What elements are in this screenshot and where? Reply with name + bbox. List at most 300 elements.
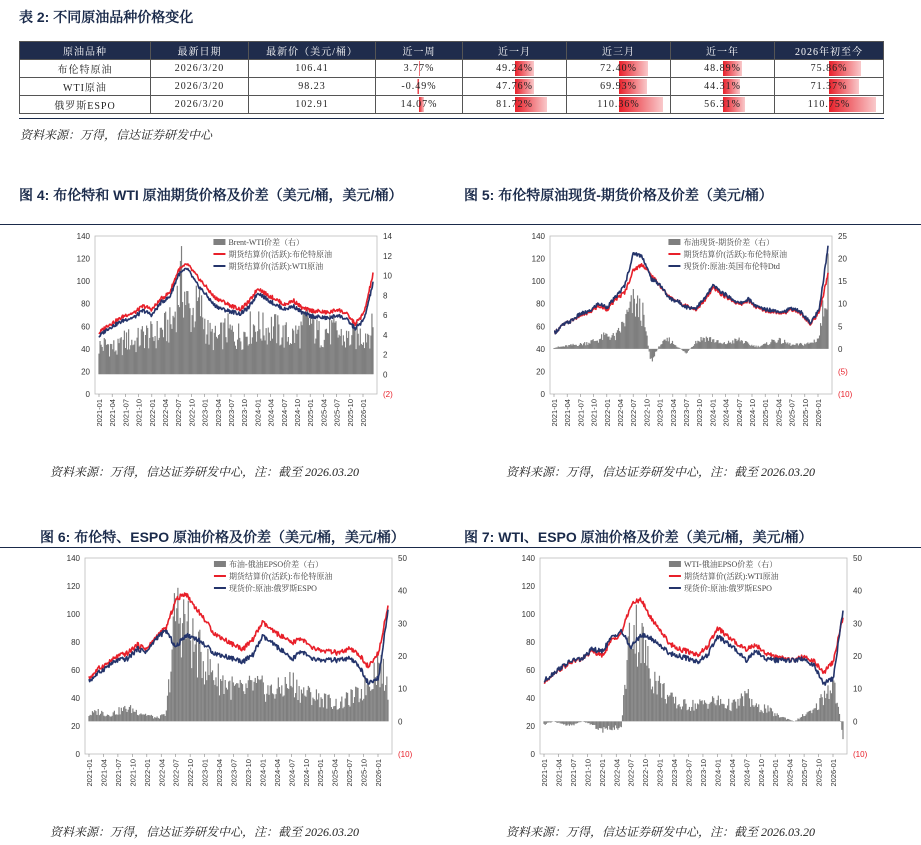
spread-bar (784, 340, 785, 349)
spread-bar (625, 314, 626, 349)
spread-bar (255, 332, 256, 374)
spread-bar (796, 343, 797, 348)
spread-bar (825, 698, 826, 721)
spread-bar (270, 686, 271, 722)
price-cell (249, 96, 376, 114)
spread-bar (221, 681, 222, 721)
x-tick-label: 2024-04 (266, 399, 276, 427)
spread-bar (306, 315, 307, 374)
spread-bar (682, 706, 683, 721)
spread-bar (614, 336, 615, 349)
spread-bar (138, 715, 139, 721)
spread-bar (262, 676, 263, 722)
spread-bar (588, 721, 589, 723)
spread-bar (314, 699, 315, 721)
spread-bar (635, 317, 636, 349)
spread-bar (583, 343, 584, 348)
spread-bar (177, 588, 178, 722)
spread-bar (575, 345, 576, 349)
spread-bar (680, 707, 681, 722)
spread-bar (752, 346, 753, 349)
spread-bar (683, 699, 684, 721)
spread-bar (735, 702, 736, 722)
spread-bar (576, 345, 577, 349)
spread-bar (124, 331, 125, 375)
spread-bar (755, 346, 756, 349)
spread-bar (326, 329, 327, 374)
spread-bar (749, 698, 750, 721)
spread-bar (713, 698, 714, 722)
spread-bar (257, 676, 258, 721)
spread-bar (644, 663, 645, 721)
spread-bar (788, 344, 789, 348)
spread-bar (175, 621, 176, 721)
spread-bar (109, 716, 110, 721)
spread-bar (297, 330, 298, 375)
spread-bar (335, 699, 336, 722)
x-tick-label: 2021-07 (568, 759, 578, 787)
spread-bar (131, 713, 132, 721)
spread-bar (383, 659, 384, 722)
spread-bar (98, 354, 99, 375)
spread-bar (570, 344, 571, 349)
spread-bar (732, 703, 733, 722)
spread-bar (195, 321, 196, 374)
spread-bar (323, 347, 324, 374)
spread-bar (206, 680, 207, 721)
spread-bar (743, 706, 744, 721)
spread-bar (597, 341, 598, 349)
spread-bar (148, 715, 149, 721)
spread-bar (820, 694, 821, 721)
x-tick-label: 2025-07 (332, 399, 342, 427)
spread-bar (769, 711, 770, 721)
x-tick-label: 2022-10 (641, 759, 651, 787)
spread-bar (300, 703, 301, 722)
spread-bar (581, 344, 582, 349)
spread-bar (150, 716, 151, 722)
spread-bar (728, 699, 729, 722)
spread-bar (155, 718, 156, 722)
spread-bar (232, 326, 233, 375)
spread-bar (151, 324, 152, 374)
spread-bar (714, 343, 715, 349)
spread-bar (153, 341, 154, 374)
spread-bar (585, 721, 586, 722)
spread-bar (624, 326, 625, 349)
spread-bar (790, 346, 791, 349)
legend-label: 期货结算价(活跃):WTI原油 (683, 572, 779, 581)
spread-bar (369, 349, 370, 375)
spread-bar (826, 694, 827, 722)
spread-bar (114, 352, 115, 375)
spread-bar (225, 337, 226, 374)
spread-bar (226, 342, 227, 374)
spread-bar (281, 337, 282, 374)
right-tick-label: 0 (853, 717, 858, 727)
right-tick-label: 8 (383, 291, 388, 301)
spread-bar (223, 323, 224, 375)
table-row (20, 60, 884, 78)
x-tick-label: 2023-07 (684, 759, 694, 787)
spread-bar (717, 700, 718, 721)
change-cell (463, 78, 567, 96)
spread-bar (572, 344, 573, 349)
spread-bar (370, 336, 371, 375)
spread-bar (135, 352, 136, 374)
spread-bar (802, 345, 803, 349)
spread-bar (768, 345, 769, 349)
spread-bar (629, 308, 630, 349)
left-tick-label: 60 (536, 322, 545, 332)
spread-bar (757, 347, 758, 348)
spread-bar (164, 313, 165, 374)
spread-bar (350, 345, 351, 375)
spread-bar (220, 679, 221, 721)
spread-bar (345, 347, 346, 374)
spread-bar (630, 645, 631, 721)
spread-bar (662, 684, 663, 721)
spread-bar (363, 342, 364, 374)
change-cell-text: 110.75% (807, 99, 851, 110)
price-cell-text: 98.23 (298, 81, 326, 92)
right-tick-label: 25 (838, 232, 847, 241)
spread-bar (359, 345, 360, 374)
spread-bar (574, 345, 575, 349)
spread-bar (331, 320, 332, 374)
spread-bar (794, 345, 795, 349)
spread-bar (263, 335, 264, 374)
legend-label: 现货价:原油:俄罗斯ESPO (683, 584, 772, 593)
spread-bar (722, 344, 723, 349)
spread-bar (567, 347, 568, 349)
spread-bar (140, 713, 141, 721)
spread-bar (364, 675, 365, 721)
spread-bar (810, 711, 811, 722)
x-tick-label: 2022-04 (616, 399, 625, 427)
spread-bar (664, 339, 665, 348)
spread-bar (622, 322, 623, 349)
spread-bar (607, 337, 608, 349)
spread-bar (251, 680, 252, 721)
spread-bar (162, 714, 163, 721)
x-tick-label: 2022-07 (629, 399, 639, 427)
x-tick-label: 2022-10 (187, 399, 197, 427)
header-cell: 最新日期 (151, 42, 249, 60)
spread-bar (820, 323, 821, 349)
spread-bar (286, 322, 287, 374)
x-tick-label: 2021-07 (113, 759, 123, 787)
x-tick-label: 2024-10 (756, 759, 766, 787)
spread-bar (374, 663, 375, 722)
spread-bar (740, 698, 741, 721)
spread-bar (693, 346, 694, 349)
spread-bar (634, 299, 635, 349)
spread-bar (594, 721, 595, 725)
spread-bar (312, 698, 313, 722)
spread-bar (718, 696, 719, 722)
spread-bar (270, 341, 271, 374)
spread-bar (284, 348, 285, 375)
spread-bar (711, 342, 712, 349)
crude-name-cell-text: 俄罗斯ESPO (54, 101, 116, 112)
spread-bar (252, 337, 253, 374)
right-tick-label: 14 (383, 232, 392, 241)
spread-bar (613, 721, 614, 727)
spread-bar (689, 349, 690, 350)
spread-bar (208, 345, 209, 375)
spread-bar (695, 341, 696, 349)
spread-bar (196, 639, 197, 722)
spread-bar (731, 344, 732, 349)
spread-bar (335, 321, 336, 374)
spread-bar (779, 717, 780, 721)
spread-bar (645, 640, 646, 721)
spread-bar (780, 338, 781, 349)
spread-bar (237, 683, 238, 721)
spread-bar (697, 341, 698, 349)
spread-bar (182, 302, 183, 374)
spread-bar (209, 323, 210, 374)
spread-bar (707, 338, 708, 349)
spread-bar (549, 721, 550, 722)
spread-bar (150, 321, 151, 374)
spread-bar (163, 714, 164, 721)
spread-bar (333, 706, 334, 721)
spread-bar (623, 695, 624, 721)
spread-bar (360, 329, 361, 375)
x-tick-label: 2025-01 (771, 759, 781, 787)
spread-bar (807, 712, 808, 721)
spread-bar (357, 688, 358, 721)
left-tick-label: 80 (71, 638, 80, 647)
spread-bar (145, 714, 146, 722)
spread-bar (826, 310, 827, 349)
spread-bar (729, 710, 730, 721)
spread-bar (609, 721, 610, 729)
spread-bar (704, 338, 705, 349)
table-header-row (20, 42, 884, 60)
spread-bar (138, 328, 139, 374)
spread-bar (260, 679, 261, 721)
spread-bar (833, 681, 834, 722)
right-tick-label: 40 (853, 586, 862, 596)
spread-bar (783, 343, 784, 349)
spread-bar (562, 347, 563, 349)
table-row (20, 96, 884, 114)
spread-bar (244, 694, 245, 721)
x-tick-label: 2021-07 (576, 399, 586, 427)
spread-bar (765, 344, 766, 349)
spread-bar (219, 695, 220, 721)
spread-bar (291, 344, 292, 374)
left-tick-label: 0 (85, 390, 90, 399)
spread-bar (815, 342, 816, 349)
spread-bar (225, 680, 226, 721)
spread-bar (130, 705, 131, 721)
spread-bar (764, 704, 765, 721)
spread-bar (659, 346, 660, 348)
x-tick-label: 2022-04 (157, 759, 167, 787)
x-tick-label: 2026-01 (359, 399, 368, 427)
spread-bar (213, 680, 214, 721)
spread-bar (289, 672, 290, 721)
spread-bar (792, 344, 793, 348)
spread-bar (294, 697, 295, 721)
spread-bar (757, 707, 758, 721)
spread-bar (827, 253, 828, 349)
spread-bar (133, 712, 134, 722)
spread-bar (805, 344, 806, 348)
x-tick-label: 2025-04 (774, 399, 784, 427)
spread-bar (142, 714, 143, 721)
left-tick-label: 100 (531, 277, 545, 287)
spread-bar (205, 672, 206, 722)
crude-name-cell-text: WTI原油 (63, 83, 107, 94)
spread-bar (227, 313, 228, 374)
change-cell (376, 60, 463, 78)
spread-bar (681, 709, 682, 721)
spread-bar (652, 349, 653, 362)
spread-bar (353, 325, 354, 375)
spread-bar (726, 709, 727, 722)
spread-bar (716, 340, 717, 349)
change-cell (775, 60, 884, 78)
spread-bar (615, 721, 616, 725)
x-tick-label: 2024-01 (708, 399, 718, 427)
spread-bar (107, 344, 108, 374)
x-tick-label: 2023-01 (200, 759, 210, 787)
spread-bar (323, 707, 324, 721)
change-cell (567, 78, 671, 96)
spread-bar (236, 683, 237, 721)
spread-bar (605, 721, 606, 728)
spread-bar (706, 704, 707, 721)
spread-bar (808, 712, 809, 722)
spread-bar (739, 706, 740, 722)
x-tick-label: 2025-01 (306, 399, 316, 427)
spread-bar (234, 686, 235, 722)
spread-bar (101, 711, 102, 721)
spread-bar (612, 335, 613, 349)
spread-bar (189, 308, 190, 374)
spread-bar (143, 714, 144, 721)
spread-bar (324, 340, 325, 374)
x-tick-label: 2022-07 (626, 759, 636, 787)
spread-bar (151, 715, 152, 721)
spread-bar (239, 338, 240, 374)
spread-bar (672, 341, 673, 349)
spread-bar (158, 340, 159, 374)
spread-bar (228, 681, 229, 721)
left-tick-label: 20 (526, 722, 535, 731)
spread-bar (132, 345, 133, 374)
spread-bar (787, 342, 788, 348)
spread-bar (675, 345, 676, 349)
spread-bar (192, 618, 193, 721)
spread-bar (579, 345, 580, 349)
spread-bar (99, 341, 100, 374)
spread-bar (765, 709, 766, 722)
spread-bar (303, 312, 304, 374)
right-tick-label: (5) (838, 367, 848, 377)
x-tick-label: 2024-07 (742, 759, 752, 787)
x-tick-label: 2022-04 (161, 399, 170, 427)
spread-bar (799, 719, 800, 721)
spread-bar (124, 706, 125, 721)
spread-bar (219, 334, 220, 374)
spread-bar (259, 329, 260, 374)
left-tick-label: 80 (536, 299, 545, 309)
spread-bar (741, 340, 742, 349)
spread-bar (580, 343, 581, 349)
spread-bar (837, 703, 838, 722)
spread-bar (251, 344, 252, 375)
spread-bar (605, 333, 606, 349)
spread-bar (700, 337, 701, 349)
spread-bar (166, 341, 167, 374)
spread-bar (278, 677, 279, 721)
x-tick-label: 2023-07 (229, 759, 239, 787)
spread-bar (737, 340, 738, 349)
spread-bar (230, 325, 231, 375)
spread-bar (577, 721, 578, 723)
spread-bar (669, 337, 670, 348)
spread-bar (235, 346, 236, 375)
x-tick-label: 2021-10 (134, 399, 144, 427)
spread-bar (211, 672, 212, 721)
spread-bar (146, 326, 147, 375)
spread-bar (636, 605, 637, 722)
spread-bar (129, 707, 130, 721)
spread-bar (315, 701, 316, 722)
spread-bar (663, 340, 664, 349)
change-cell (567, 96, 671, 114)
spread-bar (337, 710, 338, 722)
left-tick-label: 40 (71, 694, 80, 703)
x-tick-label: 2024-01 (713, 759, 723, 787)
spread-bar (752, 705, 753, 721)
spread-bar (834, 683, 835, 722)
crude-name-cell (20, 60, 151, 78)
spread-bar (258, 679, 259, 721)
spread-bar (250, 680, 251, 721)
spread-bar (365, 333, 366, 374)
spread-bar (332, 323, 333, 375)
spread-bar (675, 697, 676, 722)
spread-bar (300, 322, 301, 375)
x-tick-label: 2021-10 (583, 759, 593, 787)
spread-bar (126, 712, 127, 721)
change-cell (463, 96, 567, 114)
left-tick-label: 80 (81, 299, 90, 309)
spread-bar (593, 721, 594, 725)
spread-bar (214, 333, 215, 375)
spread-bar (548, 721, 549, 722)
spread-bar (565, 721, 566, 725)
spread-bar (274, 314, 275, 374)
spread-bar (212, 670, 213, 721)
spread-bar (171, 329, 172, 374)
x-tick-label: 2024-10 (748, 399, 757, 427)
spread-bar (174, 317, 175, 374)
legend-label: WTI-俄油EPSO价差（右） (683, 560, 778, 569)
spread-bar (272, 693, 273, 721)
spread-bar (632, 313, 633, 349)
spread-bar (318, 321, 319, 374)
spread-bar (676, 708, 677, 721)
spread-bar (188, 601, 189, 722)
